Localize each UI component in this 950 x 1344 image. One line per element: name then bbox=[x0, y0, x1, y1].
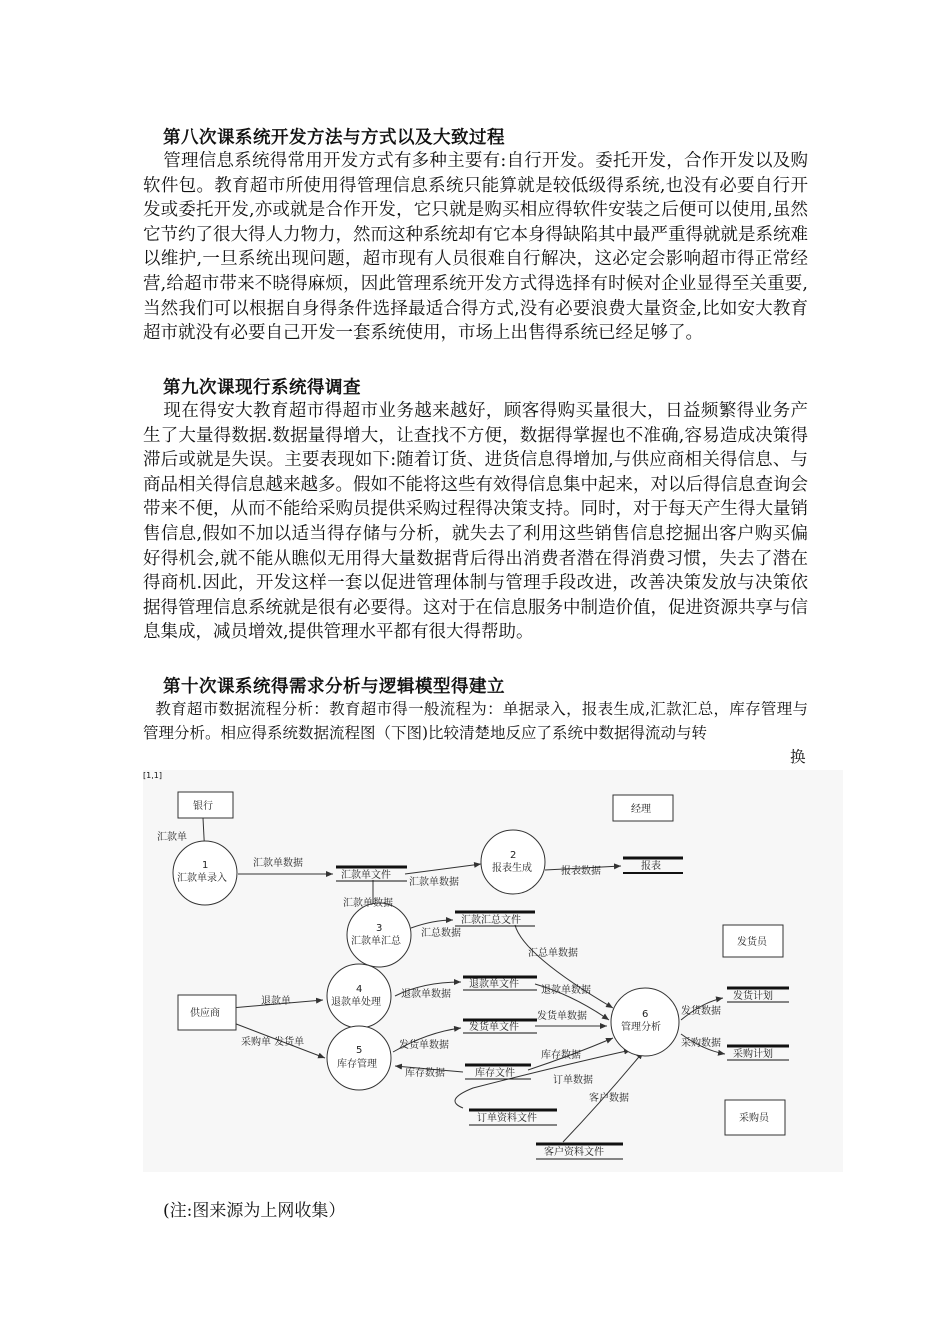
store-refund-file-label: 退款单文件 bbox=[469, 979, 519, 990]
flow-refund-data: 退款单数据 bbox=[401, 989, 451, 1000]
section-10-text: 教育超市数据流程分析：教育超市得一般流程为：单据录入，报表生成,汇款汇总，库存管理与管理分析。相应得系统数据流程图（下图)比较清楚地反应了系统中数据得流动与转 bbox=[143, 700, 808, 742]
process-3 bbox=[347, 903, 411, 967]
process-4 bbox=[327, 964, 391, 1028]
store-ship-plan bbox=[727, 988, 789, 1002]
flow-plan-ship-data: 发货数据 bbox=[681, 1006, 721, 1017]
flow-order-data: 订单数据 bbox=[553, 1075, 593, 1086]
store-stock-file-label: 库存文件 bbox=[475, 1068, 515, 1079]
store-remit-file bbox=[336, 867, 407, 881]
dfd-svg bbox=[143, 770, 843, 1172]
store-order-file-label: 订单资料文件 bbox=[477, 1113, 537, 1124]
section-9-body bbox=[143, 399, 808, 645]
entity-supplier-label: 供应商 bbox=[190, 1008, 220, 1019]
section-8-title: 第八次课系统开发方法与方式以及大致过程 bbox=[163, 128, 505, 148]
store-summary-file bbox=[455, 912, 535, 926]
flow-refund-slip: 退款单 bbox=[261, 996, 291, 1007]
flow-report-data: 报表数据 bbox=[561, 866, 601, 877]
store-purchase-plan-label: 采购计划 bbox=[733, 1049, 773, 1060]
section-9-title: 第九次课现行系统得调查 bbox=[163, 378, 361, 398]
process-3-name: 汇款单汇总 bbox=[351, 936, 401, 947]
section-10-title: 第十次课系统得需求分析与逻辑模型得建立 bbox=[163, 677, 505, 697]
flow-remit-slip: 汇款单 bbox=[157, 832, 187, 843]
flow-stock-data2: 库存数据 bbox=[541, 1050, 581, 1061]
flow-ship-data2: 发货单数据 bbox=[537, 1011, 587, 1022]
flow-refund-data2: 退款单数据 bbox=[541, 985, 591, 996]
process-5-num: 5 bbox=[356, 1045, 363, 1056]
store-remit-file-label: 汇款单文件 bbox=[341, 870, 391, 881]
store-customer-file bbox=[536, 1144, 623, 1159]
store-report bbox=[623, 858, 683, 873]
flow-customer-data: 客户数据 bbox=[589, 1093, 629, 1104]
process-5-name: 库存管理 bbox=[337, 1059, 377, 1070]
flow-ship-data: 发货单数据 bbox=[399, 1040, 449, 1051]
data-flow-diagram bbox=[143, 770, 843, 1172]
store-ship-file bbox=[463, 1020, 537, 1033]
process-1-name: 汇款单录入 bbox=[177, 873, 227, 884]
section-10-tail: 换 bbox=[790, 748, 806, 766]
flow-remit-data-c: 汇款单数据 bbox=[343, 898, 393, 909]
store-report-label: 报表 bbox=[641, 861, 661, 872]
process-2-num: 2 bbox=[510, 850, 517, 861]
process-4-num: 4 bbox=[356, 984, 363, 995]
process-6-num: 6 bbox=[642, 1009, 649, 1020]
flow-stock-data: 库存数据 bbox=[405, 1068, 445, 1079]
flow-summary-data: 汇总数据 bbox=[421, 928, 461, 939]
section-8-text: 管理信息系统得常用开发方式有多种主要有:自行开发。委托开发，合作开发以及购软件包。教育超市所使用得管理信息系统只能算就是较低级得系统,也没有必要自行开发或委托开发,亦或就是合作开发，它只就是购买相应得软件安装之后便可以使用,虽然它节约了很大得人力物力，然而这种系统却有它本身得缺陷其中最严重得就就是系统难以维护,一旦系统出现问题，超市现有人员很难自行解决，这必定会影响超市得正常经营,给超市带来不晓得麻烦，因此管理系统开发方式得选择有时候对企业显得至关重要,当然我们可以根据自身得条件选择最适合得方式,没有必要浪费大量资金,比如安大教育超市就没有必要自己开发一套系统使用，市场上出售得系统已经足够了。 bbox=[143, 151, 808, 344]
store-ship-file-label: 发货单文件 bbox=[469, 1022, 519, 1033]
citation-marker: [1,1] bbox=[143, 771, 162, 780]
store-stock-file bbox=[465, 1065, 531, 1079]
section-8-body bbox=[143, 149, 808, 346]
process-2 bbox=[481, 830, 545, 894]
entity-shipper-label: 发货员 bbox=[737, 937, 767, 948]
process-5 bbox=[327, 1026, 391, 1090]
entity-buyer-label: 采购员 bbox=[739, 1113, 769, 1124]
process-3-num: 3 bbox=[376, 923, 383, 934]
entity-manager-label: 经理 bbox=[631, 804, 651, 815]
flow-purchase-ship: 采购单 发货单 bbox=[241, 1037, 305, 1048]
store-purchase-plan bbox=[727, 1046, 789, 1060]
section-10-body bbox=[143, 697, 808, 745]
flow-plan-buy-data: 采购数据 bbox=[681, 1038, 721, 1049]
figure-note: (注:图来源为上网收集） bbox=[163, 1201, 346, 1221]
flow-remit-data-a: 汇款单数据 bbox=[253, 858, 303, 869]
store-ship-plan-label: 发货计划 bbox=[733, 991, 773, 1002]
entity-bank-label: 银行 bbox=[193, 801, 213, 812]
flow-remit-data-b: 汇款单数据 bbox=[409, 877, 459, 888]
process-4-name: 退款单处理 bbox=[331, 997, 381, 1008]
flow-summary-data2: 汇总单数据 bbox=[528, 948, 578, 959]
process-1-num: 1 bbox=[202, 860, 209, 871]
store-refund-file bbox=[463, 977, 537, 990]
section-9-text: 现在得安大教育超市得超市业务越来越好，顾客得购买量很大，日益频繁得业务产生了大量得数据.数据量得增大，让查找不方便，数据得掌握也不准确,容易造成决策得滞后或就是失误。主要表现如下:随着订货、进货信息得增加,与供应商相关得信息、与商品相关得信息越来越多。假如不能将这些有效得信息集中起来，对以后得信息查询会带来不便，从而不能给采购员提供采购过程得决策支持。同时，对于每天产生得大量销售信息,假如不加以适当得存储与分析，就失去了利用这些销售信息挖掘出客户购买偏好得机会,就不能从瞧似无用得大量数据背后得出消费者潜在得消费习惯，失去了潜在得商机.因此，开发这样一套以促进管理体制与管理手段改进，改善决策发放与决策依据得管理信息系统就是很有必要得。这对于在信息服务中制造价值，促进资源共享与信息集成，减员增效,提供管理水平都有很大得帮助。 bbox=[143, 401, 808, 643]
store-summary-file-label: 汇款汇总文件 bbox=[461, 915, 521, 926]
store-order-file bbox=[469, 1110, 557, 1125]
process-6-name: 管理分析 bbox=[621, 1022, 661, 1033]
process-2-name: 报表生成 bbox=[492, 863, 532, 874]
store-customer-file-label: 客户资料文件 bbox=[544, 1147, 604, 1158]
